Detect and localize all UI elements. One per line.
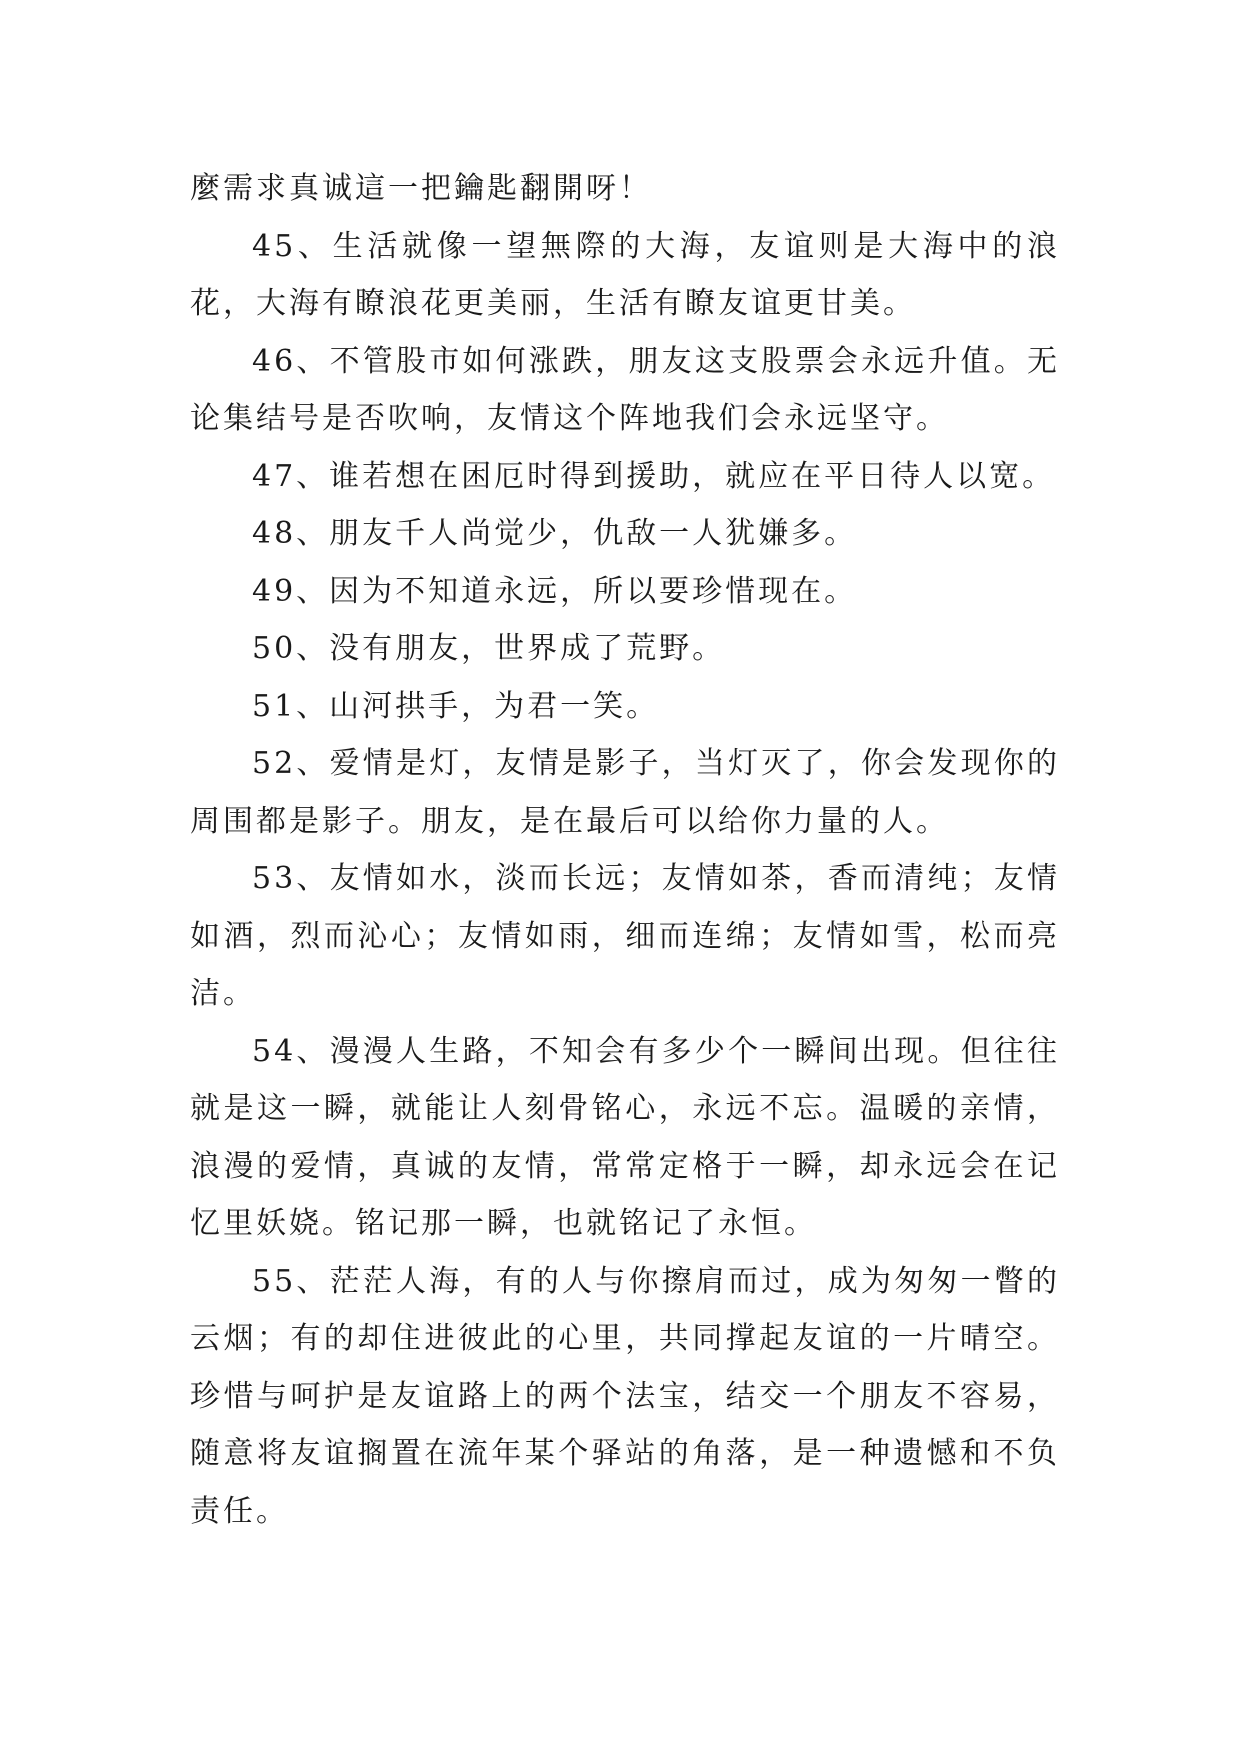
paragraph-continuation: 麼需求真诚這一把鑰匙翻開呀！	[190, 171, 652, 206]
paragraph-quote-48: 48、朋友千人尚觉少，仇敌一人犹嫌多。	[252, 516, 858, 551]
paragraph-quote-54: 54、漫漫人生路，不知会有多少个一瞬间出现。但往往就是这一瞬，就能让人刻骨铭心，永远不忘。温暖的亲情，浪漫的爱情，真诚的友情，常常定格于一瞬，却永远会在记忆里妖娆。铭记那一瞬，也就铭记了永恒。	[190, 1033, 1060, 1241]
paragraph-quote-46: 46、不管股市如何涨跌，朋友这支股票会永远升值。无论集结号是否吹响，友情这个阵地我们会永远坚守。	[190, 343, 1060, 436]
paragraph-quote-47: 47、谁若想在困厄时得到援助，就应在平日待人以宽。	[252, 458, 1056, 494]
paragraph-quote-55: 55、茫茫人海，有的人与你擦肩而过，成为匆匆一瞥的云烟；有的却住进彼此的心里，共同撑起友谊的一片晴空。珍惜与呵护是友谊路上的两个法宝，结交一个朋友不容易，随意将友谊搁置在流年某个驿站的角落，是一种遗憾和不负责任。	[190, 1263, 1060, 1529]
paragraph-quote-49: 49、因为不知道永远，所以要珍惜现在。	[252, 573, 858, 609]
paragraph-quote-45: 45、生活就像一望無際的大海，友谊则是大海中的浪花，大海有瞭浪花更美丽，生活有瞭友谊更甘美。	[190, 228, 1060, 321]
paragraph-quote-51: 51、山河拱手，为君一笑。	[252, 688, 660, 724]
paragraph-quote-50: 50、没有朋友，世界成了荒野。	[252, 631, 726, 666]
paragraph-quote-52: 52、爱情是灯，友情是影子，当灯灭了，你会发现你的周围都是影子。朋友，是在最后可以给你力量的人。	[190, 746, 1060, 839]
paragraph-quote-53: 53、友情如水，淡而长远；友情如茶，香而清纯；友情如酒，烈而沁心；友情如雨，细而连绵；友情如雪，松而亮洁。	[190, 861, 1060, 1011]
document-body	[190, 160, 1060, 1540]
